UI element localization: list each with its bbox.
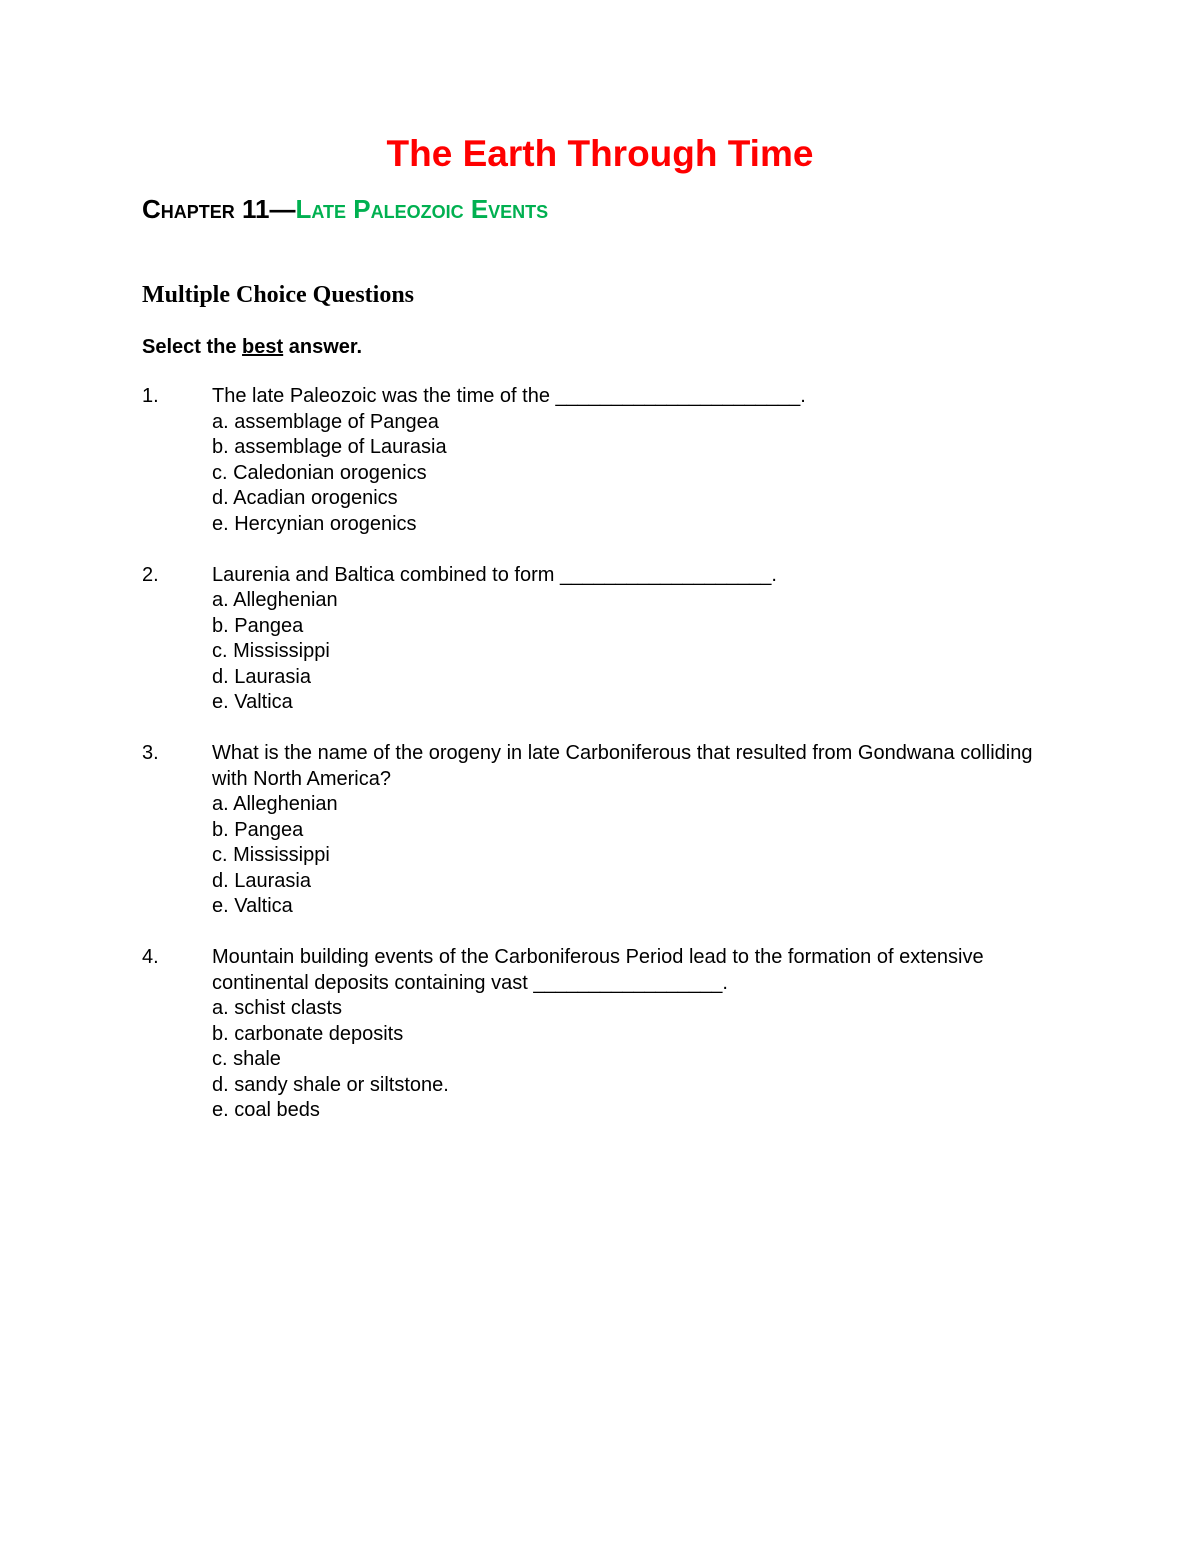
answer-option: a. assemblage of Pangea [212,410,439,433]
instruction-text [142,333,362,361]
answer-option: d. Laurasia [212,869,311,892]
answer-options [212,588,1042,716]
question-body [212,563,1042,716]
answer-option: b. Pangea [212,614,304,637]
instruction-tail: answer. [283,336,363,358]
answer-option: e. coal beds [212,1099,320,1121]
question-item [142,741,1042,920]
question-number: 3. [142,742,159,764]
answer-option: b. carbonate deposits [212,1022,404,1045]
answer-option: e. Hercynian orogenics [212,512,417,535]
chapter-heading [142,190,548,228]
question-number: 4. [142,946,159,968]
answer-options [212,410,1042,538]
chapter-topic: Late Paleozoic Events [295,194,549,224]
answer-option: c. Caledonian orogenics [212,461,427,484]
answer-option: c. Mississippi [212,844,330,866]
answer-option: c. Mississippi [212,640,330,662]
question-stem: Mountain building events of the Carboniferous Period lead to the formation of extensive continental deposits containing vast _________________. [212,946,984,994]
answer-option: d. Laurasia [212,665,311,688]
question-body [212,945,1042,1124]
answer-option: c. shale [212,1048,281,1070]
question-body [212,384,1042,537]
instruction-emphasis: best [242,336,284,358]
answer-option: a. schist clasts [212,997,343,1019]
chapter-number: Chapter 11— [142,194,296,224]
answer-option: b. Pangea [212,818,304,841]
question-body [212,741,1042,920]
answer-option: a. Alleghenian [212,793,338,815]
instruction-lead: Select the [142,336,243,358]
question-list [142,384,1042,1149]
answer-option: e. Valtica [212,691,293,713]
answer-options [212,996,1042,1124]
question-stem: What is the name of the orogeny in late Carboniferous that resulted from Gondwana colliding with North America? [212,742,1033,790]
answer-option: d. sandy shale or siltstone. [212,1073,449,1096]
question-item [142,563,1042,716]
answer-option: b. assemblage of Laurasia [212,436,447,458]
question-stem: The late Paleozoic was the time of the ______________________. [212,385,806,407]
answer-option: e. Valtica [212,895,293,917]
answer-option: a. Alleghenian [212,589,338,611]
section-title: Multiple Choice Questions [142,282,415,308]
answer-options [212,792,1042,920]
question-number: 1. [142,385,159,407]
question-number: 2. [142,563,159,586]
answer-option: d. Acadian orogenics [212,487,398,509]
question-stem: Laurenia and Baltica combined to form ___________________. [212,563,777,586]
question-item [142,945,1042,1124]
book-title: The Earth Through Time [386,133,814,174]
question-item [142,384,1042,537]
